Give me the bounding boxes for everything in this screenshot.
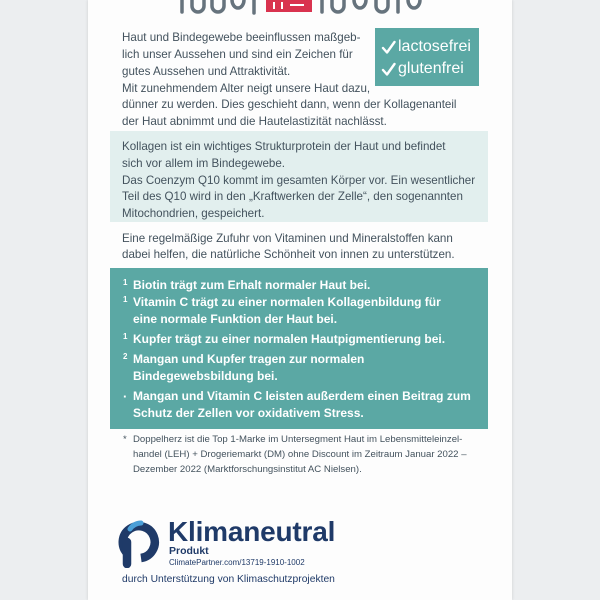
- nutrition-text-line: Eine regelmäßige Zufuhr von Vitaminen und Mineralstoffen kann: [122, 232, 453, 245]
- footnote-line: Doppelherz ist die Top 1-Marke im Untersegment Haut im Lebensmitteleinzel-: [133, 434, 463, 445]
- intro-text-line: Mit zunehmendem Alter neigt unsere Haut dazu,: [122, 82, 371, 95]
- collagen-text-line: Mitochondrien, gespeichert.: [122, 207, 265, 220]
- claim-text-line: Biotin trägt zum Erhalt normaler Haut bei.: [133, 278, 371, 292]
- climate-neutral-title: Klimaneutral: [168, 516, 336, 547]
- intro-text-line: gutes Aussehen und Attraktivität.: [122, 65, 291, 78]
- bullet-marker: ·: [123, 389, 128, 404]
- badge-lactosefree: [375, 36, 479, 58]
- badge-label: lactosefrei: [398, 38, 471, 55]
- footnote-line: handel (LEH) + Drogeriemarkt (DM) ohne Discount im Zeitraum Januar 2022 –: [133, 449, 467, 460]
- claim-text-line: Bindegewebsbildung bei.: [133, 369, 278, 383]
- top-flap-print-fragments: [168, 0, 432, 20]
- collagen-text-line: sich vor allem im Bindegewebe.: [122, 157, 286, 170]
- climate-neutral-subtitle: Produkt: [169, 545, 209, 557]
- asterisk-marker: *: [123, 434, 127, 445]
- claim-text-line: Mangan und Vitamin C leisten außerdem einen Beitrag zum: [133, 389, 471, 403]
- diet-badge: [375, 28, 479, 86]
- footnote-marker: 1: [123, 295, 128, 304]
- checkmark-icon: [381, 40, 396, 55]
- intro-text-line: lich unser Aussehen und sind ein Zeichen für: [122, 48, 353, 61]
- claim-text-line: Vitamin C trägt zu einer normalen Kollagenbildung für: [133, 295, 441, 309]
- badge-glutenfree: [375, 58, 479, 80]
- collagen-text-line: Das Coenzym Q10 kommt im gesamten Körper vor. Ein wesentlicher: [122, 174, 476, 187]
- footnote-marker: 2: [123, 352, 128, 361]
- collagen-text-line: Kollagen ist ein wichtiges Strukturprotein der Haut und befindet: [122, 140, 446, 153]
- claim-text-line: Mangan und Kupfer tragen zur normalen: [133, 352, 365, 366]
- footnote-marker: 1: [123, 278, 128, 287]
- footnote-marker: 1: [123, 332, 128, 341]
- climatepartner-reference: ClimatePartner.com/13719-1910-1002: [169, 558, 305, 567]
- checkmark-icon: [381, 62, 396, 77]
- badge-label: glutenfrei: [398, 60, 464, 77]
- intro-text-line: der Haut abnimmt und die Hautelastizität nachlässt.: [122, 115, 387, 128]
- claim-text-line: Kupfer trägt zu einer normalen Hautpigmentierung bei.: [133, 332, 446, 346]
- intro-text-line: dünner zu werden. Dies geschieht dann, wenn der Kollagenanteil: [122, 98, 457, 111]
- footnote-line: Dezember 2022 (Marktforschungsinstitut AC Nielsen).: [133, 464, 362, 475]
- climate-tagline: durch Unterstützung von Klimaschutzprojekten: [122, 574, 335, 585]
- claim-text-line: Schutz der Zellen vor oxidativem Stress.: [133, 406, 364, 420]
- intro-text-line: Haut und Bindegewebe beeinflussen maßgeb-: [122, 31, 361, 44]
- claim-text-line: eine normale Funktion der Haut bei.: [133, 312, 338, 326]
- climatepartner-logo-icon: [118, 514, 164, 568]
- nutrition-text-line: dabei helfen, die natürliche Schönheit von innen zu unterstützen.: [122, 248, 455, 261]
- collagen-text-line: Teil des Q10 wird in den „Kraftwerken der Zelle“, den sogenannten: [122, 190, 463, 203]
